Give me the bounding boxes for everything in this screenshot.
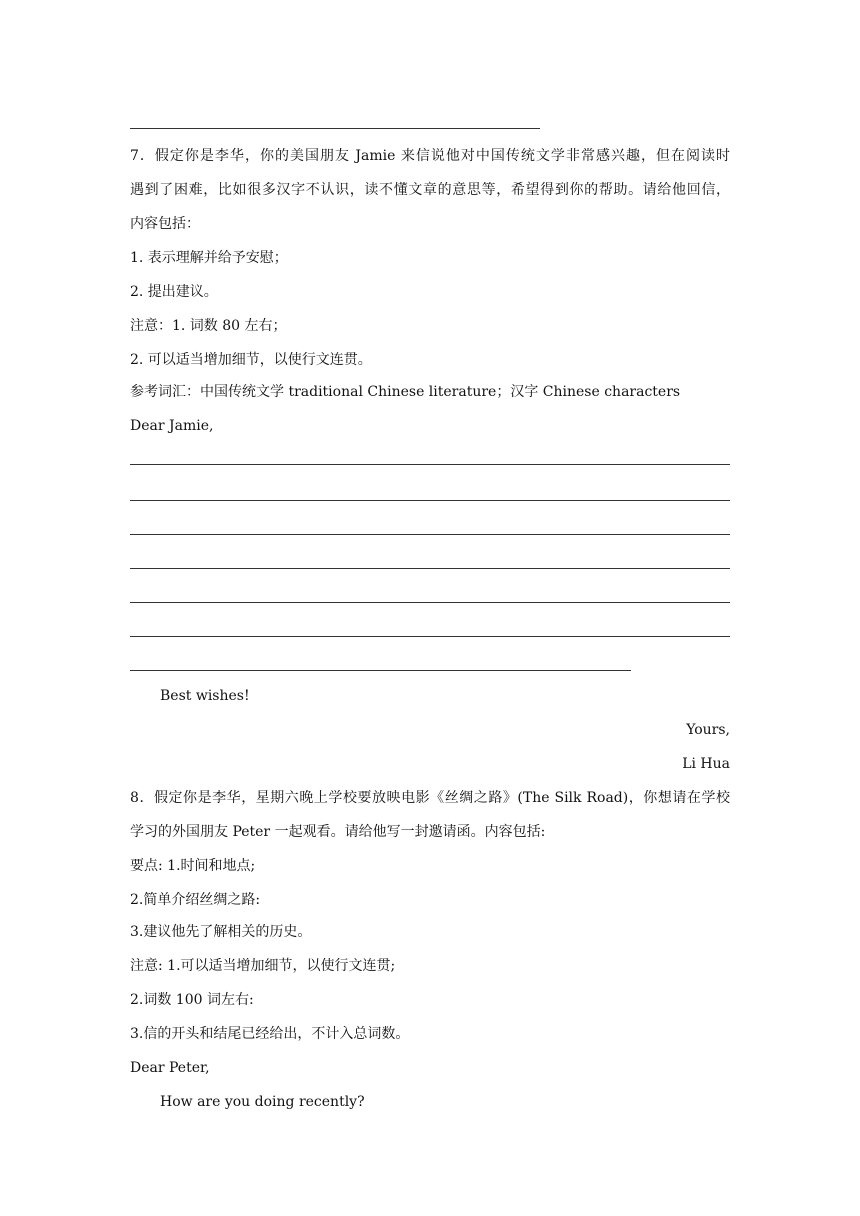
- q8-point-2: 2.简单介绍丝绸之路:: [130, 892, 261, 908]
- q7-prompt-line-2: 遇到了困难，比如很多汉字不认识，读不懂文章的意思等，希望得到你的帮助。请给他回信，: [130, 182, 730, 198]
- q7-note-1: 注意：1. 词数 80 左右；: [130, 318, 287, 334]
- answer-line[interactable]: [130, 464, 730, 465]
- answer-line[interactable]: [130, 602, 730, 603]
- q7-signoff: Yours,: [686, 722, 730, 738]
- q7-closing: Best wishes!: [160, 688, 250, 704]
- q7-salutation: Dear Jamie,: [130, 418, 214, 434]
- q7-point-2: 2. 提出建议。: [130, 284, 218, 300]
- answer-line[interactable]: [130, 568, 730, 569]
- q7-prompt-line-3: 内容包括：: [130, 216, 200, 232]
- answer-line[interactable]: [130, 670, 631, 671]
- q8-note-3: 3.信的开头和结尾已经给出，不计入总词数。: [130, 1026, 410, 1042]
- q8-salutation: Dear Peter,: [130, 1060, 210, 1076]
- q8-prompt-line-1: 8．假定你是李华，星期六晚上学校要放映电影《丝绸之路》(The Silk Road)，你想请在学校: [130, 790, 730, 806]
- q7-point-1: 1. 表示理解并给予安慰；: [130, 250, 288, 266]
- q8-note-2: 2.词数 100 词左右:: [130, 992, 254, 1008]
- q7-vocabulary: 参考词汇：中国传统文学 traditional Chinese literature；汉字 Chinese characters: [130, 384, 681, 400]
- q7-prompt-line-1: 7．假定你是李华，你的美国朋友 Jamie 来信说他对中国传统文学非常感兴趣，但在阅读时: [130, 148, 730, 164]
- q8-note-1: 注意: 1.可以适当增加细节，以使行文连贯;: [130, 958, 396, 974]
- q8-point-1: 要点: 1.时间和地点;: [130, 858, 256, 874]
- answer-line[interactable]: [130, 128, 540, 129]
- q7-signature: Li Hua: [682, 756, 730, 772]
- answer-line[interactable]: [130, 636, 730, 637]
- q7-note-2: 2. 可以适当增加细节，以使行文连贯。: [130, 352, 372, 368]
- q8-opening: How are you doing recently?: [160, 1094, 365, 1110]
- q8-point-3: 3.建议他先了解相关的历史。: [130, 924, 312, 940]
- answer-line[interactable]: [130, 500, 730, 501]
- q8-prompt-line-2: 学习的外国朋友 Peter 一起观看。请给他写一封邀请函。内容包括:: [130, 824, 546, 840]
- answer-line[interactable]: [130, 534, 730, 535]
